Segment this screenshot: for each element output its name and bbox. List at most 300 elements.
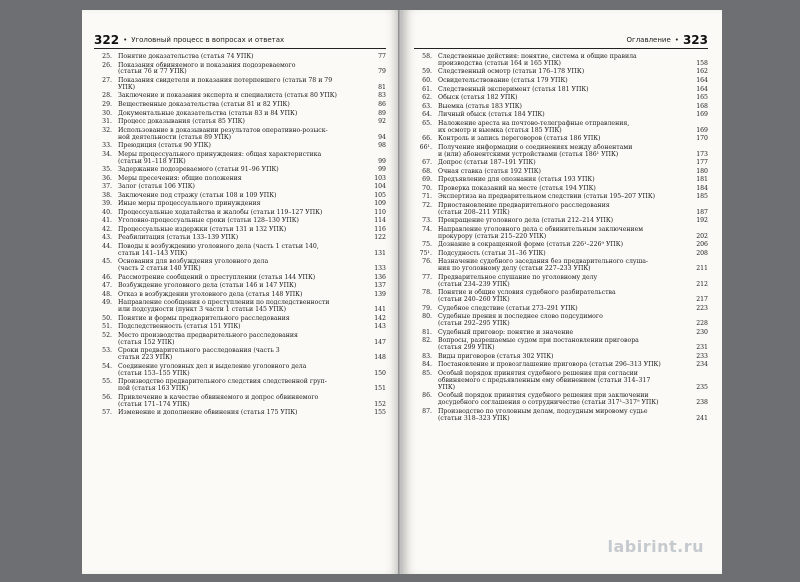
toc-entry-line: Производство по уголовным делам, подсудным мировому судье (438, 407, 648, 415)
toc-entry-title (438, 218, 686, 225)
toc-entry-title (118, 184, 364, 191)
toc-entry-title (438, 54, 686, 68)
toc-entry-line: Особый порядок принятия судебного решения при заключении (438, 392, 649, 400)
toc-entry-line: Меры процессуального принуждения: общая характеристика (118, 150, 322, 158)
toc-entry (414, 275, 708, 289)
toc-entry-line: (часть 2 статьи 140 УПК) (118, 265, 201, 273)
toc-entry-page: 98 (378, 142, 386, 150)
left-page (82, 10, 400, 574)
toc-entry (94, 300, 386, 314)
bullet-separator: • (123, 36, 128, 44)
toc-entry-line: прокурору (статьи 215–220 УПК) (438, 232, 547, 240)
toc-entry (94, 193, 386, 200)
toc-entry-number: 62. (422, 94, 432, 102)
toc-entry (94, 93, 386, 100)
toc-entry-page: 223 (696, 304, 708, 312)
toc-entry-page: 168 (696, 102, 708, 110)
toc-entry-line: производства (статьи 164 и 165 УПК) (438, 59, 561, 67)
toc-entry-title (118, 275, 364, 282)
toc-entry-line: (статьи 91–118 УПК) (118, 157, 186, 165)
toc-entry-page: 89 (378, 109, 386, 117)
toc-entry-line: (статьи 234–239 УПК) (438, 280, 510, 288)
toc-entry-number: 72. (422, 201, 432, 209)
toc-entry-page: 94 (378, 133, 386, 141)
toc-entry-title (438, 354, 686, 361)
toc-entry-line: Рассмотрение сообщений о преступлении (статья 144 УПК) (118, 273, 316, 281)
toc-entry-page: 151 (374, 385, 386, 393)
toc-entry (94, 102, 386, 109)
toc-entry-number: 68. (422, 167, 432, 175)
toc-entry-page: 110 (374, 208, 386, 216)
toc-entry (414, 160, 708, 167)
toc-entry-title (118, 102, 364, 109)
toc-entry-title (118, 324, 364, 331)
toc-entry-page: 86 (378, 101, 386, 108)
toc-entry (94, 244, 386, 258)
toc-entry-line: Экспертиза на предварительном следствии (статьи 195–207 УПК) (438, 193, 656, 201)
watermark: labirint.ru (607, 537, 704, 556)
toc-entry-line: Показания свидетеля и показания потерпевшего (статьи 78 и 79 (118, 77, 333, 84)
toc-entry-line: статьи 141–143 УПК) (118, 249, 188, 257)
toc-entry-line: Показания обвиняемого и показания подозреваемого (118, 61, 296, 69)
toc-entry-number: 86. (422, 392, 432, 400)
toc-entry-page: 142 (374, 314, 386, 322)
toc-entry-number: 78. (422, 289, 432, 297)
toc-entry-page: 104 (374, 183, 386, 191)
toc-entry-line: Назначение судебного заседания без предварительного слуша- (438, 258, 649, 266)
toc-entry-title (438, 104, 686, 111)
toc-entry-title (438, 275, 686, 289)
toc-entry-line: или подсудности (пункт 3 части 1 статьи 145 УПК) (118, 306, 286, 314)
toc-entry-title (438, 194, 686, 201)
toc-entry (94, 275, 386, 282)
toc-entry (94, 210, 386, 217)
toc-entry-line: Получение информации о соединениях между абонентами (438, 143, 633, 151)
toc-entry-number: 80. (422, 313, 432, 321)
toc-entry-page: 241 (696, 414, 708, 422)
toc-entry-title (118, 283, 364, 290)
toc-entry-page: 139 (374, 290, 386, 298)
toc-entry (414, 306, 708, 313)
toc-entry (414, 95, 708, 102)
toc-entry-page: 202 (696, 232, 708, 240)
toc-entry-line: Сроки предварительного расследования (часть 3 (118, 347, 280, 355)
toc-entry-line: (статьи 171–174 УПК) (118, 400, 190, 408)
toc-entry-line: Поводы к возбуждению уголовного дела (часть 1 статьи 140, (118, 242, 319, 250)
toc-entry-line: Следственные действия: понятие, система и общие правила (438, 53, 637, 60)
toc-entry-page: 211 (696, 265, 708, 273)
toc-entry-line: ной деятельности (статья 89 УПК) (118, 133, 232, 141)
toc-entry-page: 234 (696, 361, 708, 369)
toc-entry (94, 111, 386, 118)
toc-entry-page: 143 (374, 323, 386, 331)
toc-entry-page: 92 (378, 118, 386, 126)
toc-entry-line: Привлечение в качестве обвиняемого и допрос обвиняемого (118, 393, 319, 401)
toc-entry-number: 37. (102, 183, 112, 191)
toc-entry-number: 29. (102, 101, 112, 108)
toc-entry-page: 77 (378, 53, 386, 60)
toc-entry-title (438, 409, 686, 423)
toc-entry-title (118, 63, 364, 77)
toc-entry (94, 143, 386, 150)
toc-entry-title (118, 410, 364, 417)
page-number: 323 (682, 33, 708, 47)
toc-entry (414, 87, 708, 94)
toc-entry-title (118, 300, 364, 314)
toc-entry-page: 136 (374, 273, 386, 281)
toc-entry-number: 40. (102, 208, 112, 216)
toc-entry (414, 121, 708, 135)
toc-entry-number: 75. (422, 241, 432, 249)
toc-entry-page: 109 (374, 200, 386, 208)
toc-entry-page: 169 (696, 111, 708, 119)
right-page-header (414, 32, 708, 49)
toc-entry (94, 292, 386, 299)
toc-entry-page: 162 (696, 68, 708, 76)
toc-entry-page: 192 (696, 217, 708, 225)
toc-entry-title (118, 259, 364, 273)
toc-entry-page: 177 (696, 159, 708, 167)
toc-entry-line: Отказ в возбуждении уголовного дела (статья 148 УПК) (118, 290, 303, 298)
toc-entry-number: 35. (102, 166, 112, 174)
toc-entry-line: Направление сообщения о преступлении по подследственности (118, 299, 330, 307)
toc-entry-title (438, 136, 686, 143)
right-page (402, 10, 722, 574)
toc-entry-number: 51. (102, 323, 112, 331)
toc-entry-title (438, 362, 686, 369)
toc-entry-title (438, 227, 686, 241)
toc-entry-page: 147 (374, 338, 386, 346)
toc-entry-line: Понятие доказательства (статья 74 УПК) (118, 53, 254, 60)
toc-entry-number: 49. (102, 299, 112, 307)
toc-entry (414, 371, 708, 392)
toc-entry-title (118, 364, 364, 378)
toc-entry-line: Задержание подозреваемого (статьи 91–96 УПК) (118, 166, 279, 174)
toc-entry-line: Направление уголовного дела с обвинительным заключением (438, 225, 644, 233)
running-title: Уголовный процесс в вопросах и ответах (131, 36, 285, 44)
toc-entry-title (438, 169, 686, 176)
toc-entry-line: Подсудность (статьи 31–36 УПК) (438, 249, 546, 257)
toc-entry-title (438, 330, 686, 337)
toc-entry-title (118, 379, 364, 393)
toc-entry-line: Процессуальные издержки (статьи 131 и 132 УПК) (118, 225, 287, 233)
toc-entry (94, 63, 386, 77)
toc-entry-title (438, 259, 686, 273)
toc-entry-title (118, 395, 364, 409)
toc-entry-page: 238 (696, 399, 708, 407)
toc-entry (414, 259, 708, 273)
toc-entry (414, 393, 708, 407)
toc-entry-page: 103 (374, 174, 386, 182)
toc-entry-title (438, 95, 686, 102)
toc-entry-number: 69. (422, 176, 432, 184)
toc-entry-line: Постановление и провозглашение приговора (статьи 296–313 УПК) (438, 361, 661, 369)
toc-entry-line: Реабилитация (статьи 133–139 УПК) (118, 234, 239, 242)
toc-entry-line: Виды приговоров (статья 302 УПК) (438, 352, 554, 360)
toc-entry-line: Уголовно-процессуальные сроки (статьи 128–130 УПК) (118, 217, 299, 225)
toc-entry-number: 34. (102, 150, 112, 158)
toc-entry-title (438, 160, 686, 167)
toc-entry-line: Процессуальные ходатайства и жалобы (статьи 119–127 УПК) (118, 208, 323, 216)
toc-entry-page: 165 (696, 94, 708, 102)
toc-entry-number: 53. (102, 347, 112, 355)
toc-entry-page: 184 (696, 184, 708, 192)
toc-entry-title (438, 393, 686, 407)
toc-entry (414, 338, 708, 352)
toc-entry-page: 148 (374, 354, 386, 362)
toc-entry-page: 164 (696, 77, 708, 84)
toc-entry-title (438, 338, 686, 352)
toc-entry (94, 218, 386, 225)
toc-entry-page: 231 (696, 344, 708, 352)
toc-entry-line: Следственный эксперимент (статья 181 УПК) (438, 85, 589, 93)
toc-entry (94, 235, 386, 242)
toc-entry-number: 39. (102, 200, 112, 208)
toc-entry-page: 81 (378, 83, 386, 91)
toc-entry-page: 208 (696, 249, 708, 257)
toc-entry-number: 76. (422, 258, 432, 266)
toc-entry (414, 78, 708, 85)
toc-entry-line: Судебное следствие (статьи 273–291 УПК) (438, 304, 578, 312)
toc-entry-line: ния по уголовному делу (статьи 227–233 УПК) (438, 265, 591, 273)
toc-entry (414, 409, 708, 423)
toc-entry-title (118, 152, 364, 166)
toc-entry-line: Проверка показаний на месте (статья 194 УПК) (438, 184, 596, 192)
toc-entry-line: Заключение под стражу (статьи 108 и 109 УПК) (118, 191, 277, 199)
toc-entry-line: Заключение и показания эксперта и специалиста (статья 80 УПК) (118, 92, 337, 100)
toc-entry-title (438, 177, 686, 184)
toc-entry-line: Предварительное слушание по уголовному делу (438, 273, 598, 281)
toc-list-left (94, 54, 386, 566)
toc-entry-page: 235 (696, 383, 708, 391)
toc-entry (94, 283, 386, 290)
toc-entry-number: 55. (102, 378, 112, 386)
toc-entry-number: 61. (422, 85, 432, 93)
toc-entry-line: Изменение и дополнение обвинения (статья 175 УПК) (118, 409, 298, 417)
toc-entry-line: Обыск (статья 182 УПК) (438, 94, 518, 102)
toc-entry-page: 83 (378, 92, 386, 100)
toc-entry-number: 54. (102, 362, 112, 370)
toc-entry (414, 290, 708, 304)
toc-entry-number: 59. (422, 68, 432, 76)
toc-entry (414, 136, 708, 143)
toc-entry (414, 203, 708, 217)
toc-entry-title (438, 78, 686, 85)
toc-entry-line: Прекращение уголовного дела (статьи 212–214 УПК) (438, 217, 614, 225)
toc-entry-line: Следственный осмотр (статьи 176–178 УПК) (438, 68, 585, 76)
toc-entry-line: Вопросы, разрешаемые судом при постановлении приговора (438, 337, 639, 345)
toc-entry-line: Документальные доказательства (статьи 83 и 84 УПК) (118, 109, 298, 117)
toc-entry-line: УПК) (438, 383, 456, 391)
toc-entry-line: Приостановление предварительного расследования (438, 201, 610, 209)
toc-entry-line: (статьи 76 и 77 УПК) (118, 68, 187, 76)
toc-entry-title (118, 244, 364, 258)
toc-entry-page: 122 (374, 234, 386, 242)
toc-entry-title (438, 112, 686, 119)
toc-entry (414, 330, 708, 337)
toc-entry-title (118, 128, 364, 142)
toc-entry-number: 45. (102, 258, 112, 266)
toc-entry-number: 65. (422, 119, 432, 127)
toc-entry (414, 112, 708, 119)
toc-entry-page: 131 (374, 249, 386, 257)
toc-entry-number: 77. (422, 273, 432, 281)
toc-entry-line: (статьи 153–155 УПК) (118, 369, 190, 377)
toc-entry-page: 164 (696, 85, 708, 93)
toc-entry-page: 114 (374, 217, 386, 225)
toc-entry-title (118, 176, 364, 183)
toc-entry-page: 99 (378, 166, 386, 174)
toc-entry-number: 63. (422, 102, 432, 110)
toc-entry-line: Вещественные доказательства (статьи 81 и 82 УПК) (118, 101, 290, 108)
toc-entry-title (438, 186, 686, 193)
toc-entry-page: 217 (696, 296, 708, 304)
toc-entry (94, 324, 386, 331)
toc-entry-number: 67. (422, 159, 432, 167)
toc-entry-title (438, 145, 686, 159)
toc-entry (94, 333, 386, 347)
toc-entry-title (438, 371, 686, 392)
toc-entry-line: Освидетельствование (статья 179 УПК) (438, 77, 568, 84)
toc-entry-line: Судебные прения и последнее слово подсудимого (438, 313, 603, 321)
toc-entry-line: Дознание в сокращенной форме (статьи 226¹–226⁹ УПК) (438, 241, 624, 249)
toc-entry-title (118, 93, 364, 100)
toc-entry-line: Залог (статья 106 УПК) (118, 183, 195, 191)
toc-entry (414, 104, 708, 111)
toc-entry-line: Возбуждение уголовного дела (статьи 146 и 147 УПК) (118, 282, 297, 290)
toc-entry-title (118, 348, 364, 362)
toc-entry (414, 251, 708, 258)
toc-entry-page: 152 (374, 400, 386, 408)
toc-entry (94, 184, 386, 191)
toc-entry-line: и (или) абонентскими устройствами (статья 186¹ УПК) (438, 150, 619, 158)
toc-entry-page: 105 (374, 191, 386, 199)
toc-entry-number: 58. (422, 53, 432, 60)
toc-entry-number: 43. (102, 234, 112, 242)
toc-entry (94, 119, 386, 126)
toc-entry-number: 47. (102, 282, 112, 290)
toc-entry-line: обвиняемого с предъявленным ему обвинением (статьи 314–317 (438, 376, 651, 384)
toc-entry-title (438, 121, 686, 135)
toc-entry-number: 82. (422, 337, 432, 345)
toc-entry-page: 180 (696, 167, 708, 175)
toc-entry (414, 54, 708, 68)
toc-entry-number: 44. (102, 242, 112, 250)
toc-entry-number: 70. (422, 184, 432, 192)
toc-entry (94, 201, 386, 208)
toc-entry-number: 83. (422, 352, 432, 360)
toc-entry-title (118, 210, 364, 217)
toc-entry-page: 173 (696, 150, 708, 158)
toc-entry-page: 79 (378, 68, 386, 76)
toc-entry (94, 379, 386, 393)
toc-entry-number: 32. (102, 126, 112, 134)
toc-entry-line: Процесс доказывания (статья 85 УПК) (118, 118, 245, 126)
toc-entry (94, 176, 386, 183)
toc-entry-page: 212 (696, 280, 708, 288)
toc-entry-number: 64. (422, 111, 432, 119)
toc-entry (94, 395, 386, 409)
toc-entry-title (118, 292, 364, 299)
toc-entry-number: 85. (422, 369, 432, 377)
toc-entry-number: 42. (102, 225, 112, 233)
toc-entry-line: их осмотр и выемка (статья 185 УПК) (438, 126, 562, 134)
toc-entry-title (438, 251, 686, 258)
toc-entry-line: (статья 152 УПК) (118, 338, 175, 346)
toc-entry-page: 181 (696, 176, 708, 184)
toc-entry-number: 38. (102, 191, 112, 199)
toc-entry-number: 75¹. (419, 249, 432, 257)
toc-entry-number: 81. (422, 328, 432, 336)
toc-entry-line: Личный обыск (статья 184 УПК) (438, 111, 545, 119)
toc-entry-number: 33. (102, 142, 112, 150)
toc-entry (414, 227, 708, 241)
toc-entry (94, 348, 386, 362)
page-number: 322 (94, 33, 120, 47)
toc-entry-page: 150 (374, 369, 386, 377)
toc-entry-number: 66. (422, 135, 432, 143)
toc-entry (414, 177, 708, 184)
toc-entry-number: 57. (102, 409, 112, 417)
toc-entry (94, 316, 386, 323)
toc-entry (94, 78, 386, 92)
toc-entry-number: 74. (422, 225, 432, 233)
running-title: Оглавление (626, 36, 671, 44)
toc-entry-title (118, 201, 364, 208)
toc-entry (414, 314, 708, 328)
toc-entry-line: Очная ставка (статья 192 УПК) (438, 167, 541, 175)
toc-entry-line: (статьи 240–260 УПК) (438, 296, 510, 304)
toc-entry-number: 48. (102, 290, 112, 298)
toc-entry-page: 185 (696, 193, 708, 201)
toc-entry-title (118, 119, 364, 126)
toc-entry-number: 56. (102, 393, 112, 401)
toc-entry-number: 73. (422, 217, 432, 225)
toc-entry-page: 169 (696, 126, 708, 134)
toc-entry-title (118, 333, 364, 347)
toc-entry-line: Понятие и формы предварительного расследования (118, 314, 290, 322)
toc-entry-page: 158 (696, 59, 708, 67)
toc-entry-page: 228 (696, 320, 708, 328)
toc-entry-line: Предъявление для опознания (статья 193 УПК) (438, 176, 595, 184)
toc-entry-page: 155 (374, 409, 386, 417)
toc-entry-number: 31. (102, 118, 112, 126)
toc-entry-number: 79. (422, 304, 432, 312)
toc-entry-title (438, 314, 686, 328)
toc-entry-line: Контроль и запись переговоров (статья 186 УПК) (438, 135, 601, 143)
toc-entry (94, 227, 386, 234)
toc-entry-title (118, 235, 364, 242)
toc-entry-line: (статьи 208–211 УПК) (438, 208, 510, 216)
toc-entry-line: (статьи 292–295 УПК) (438, 320, 510, 328)
toc-entry-line: (статья 299 УПК) (438, 344, 495, 352)
toc-entry-line: Понятие и общие условия судебного разбирательства (438, 289, 616, 297)
toc-entry-line: Подследственность (статья 151 УПК) (118, 323, 241, 331)
toc-entry-page: 133 (374, 265, 386, 273)
toc-entry-line: Преюдиция (статья 90 УПК) (118, 142, 211, 150)
toc-entry-line: Соединение уголовных дел и выделение уголовного дела (118, 362, 307, 370)
toc-entry-line: статьи 223 УПК) (118, 354, 173, 362)
toc-entry (414, 218, 708, 225)
toc-entry (414, 242, 708, 249)
toc-entry-line: Производство предварительного следствия следственной груп- (118, 378, 327, 386)
toc-entry-line: Судебный приговор: понятие и значение (438, 328, 574, 336)
toc-list-right (414, 54, 708, 566)
toc-entry-number: 25. (102, 53, 112, 60)
toc-entry-page: 170 (696, 135, 708, 143)
toc-entry-title (118, 316, 364, 323)
toc-entry-page: 233 (696, 352, 708, 360)
